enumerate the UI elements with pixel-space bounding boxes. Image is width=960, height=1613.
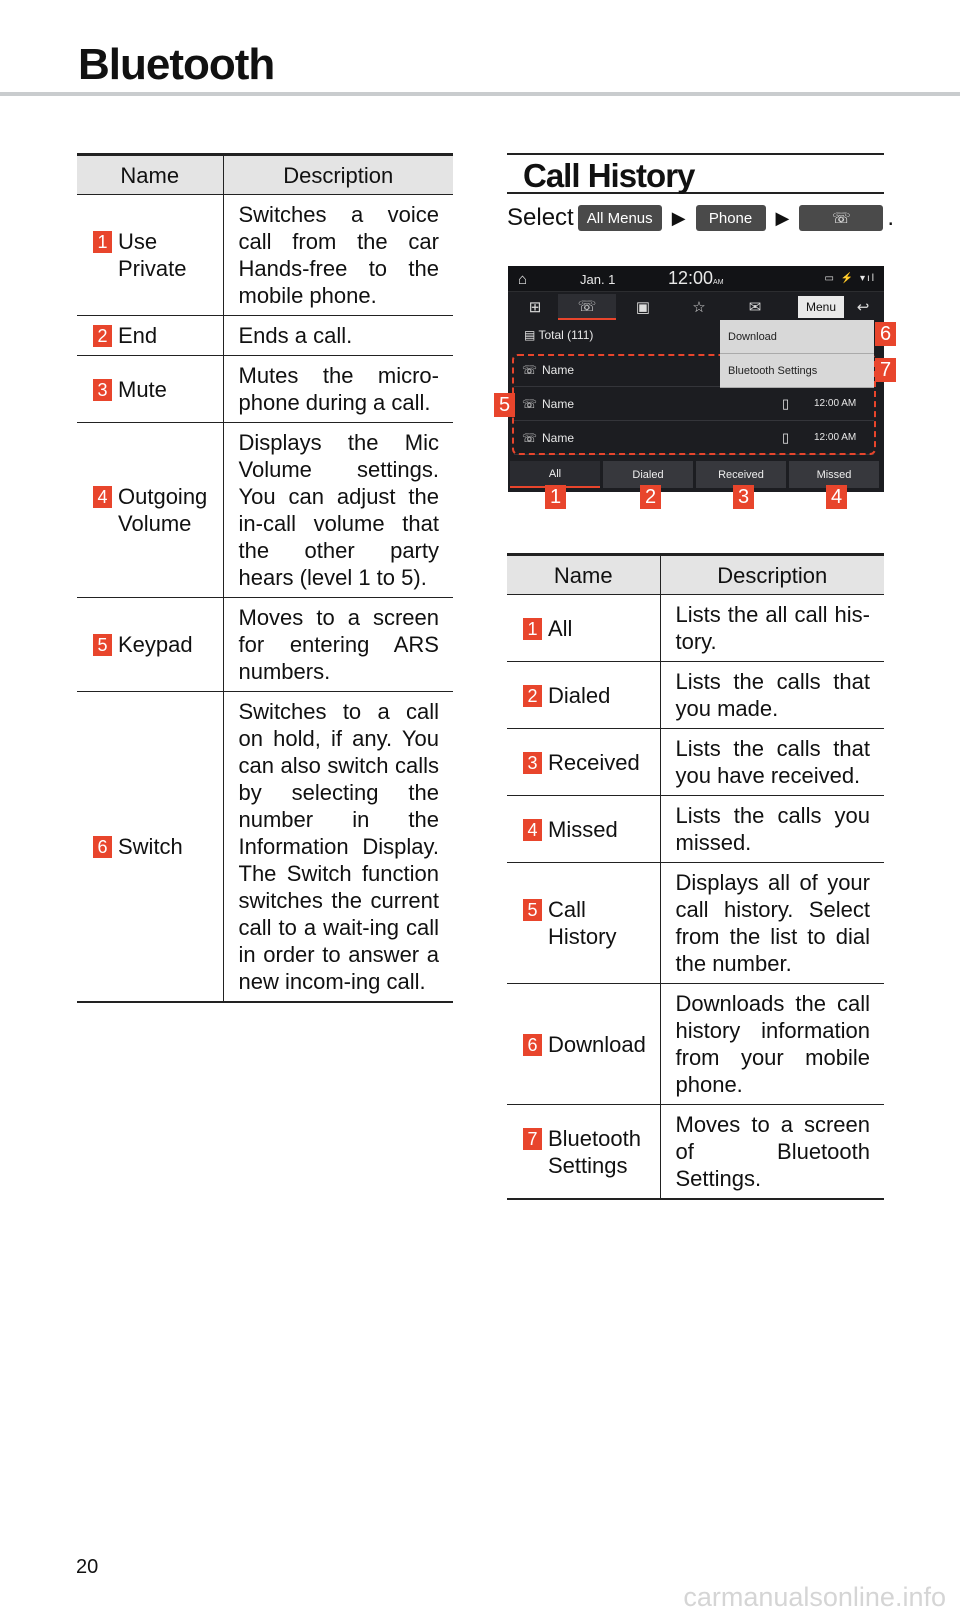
- description-header: Description: [660, 555, 884, 595]
- callout-badge: 2: [640, 485, 661, 509]
- callout-badge: 6: [875, 322, 896, 346]
- row-name: Keypad: [118, 632, 193, 657]
- row-name: Received: [548, 749, 640, 775]
- table-row: [77, 692, 453, 1003]
- phone-icon-bar: [508, 293, 884, 321]
- table-header-row: [507, 555, 884, 595]
- total-label: Total (111): [538, 328, 594, 342]
- path-prefix: Select: [507, 204, 574, 231]
- row-description: Lists the calls you missed.: [660, 796, 884, 863]
- row-name-cell: [507, 863, 660, 984]
- row-name: History: [548, 924, 617, 949]
- row-description: Displays the Mic Volume settings. You can adjust the in-call volume that the other party hears (level 1 to 5).: [223, 423, 453, 598]
- row-name-cell: [507, 662, 660, 729]
- table-row: [507, 1105, 884, 1200]
- mobile-device-icon: ▯: [782, 430, 790, 445]
- head-unit-screen: [508, 266, 884, 492]
- watermark: carmanualsonline.info: [683, 1582, 946, 1612]
- row-name-cell: [507, 1105, 660, 1200]
- all-menus-button[interactable]: All Menus: [578, 205, 662, 231]
- table-row: [507, 796, 884, 863]
- row-name: Dialed: [548, 682, 611, 708]
- home-icon[interactable]: ⌂: [518, 271, 528, 288]
- tab-missed[interactable]: Missed: [789, 461, 879, 488]
- number-badge: 4: [93, 486, 112, 508]
- row-name: Switch: [118, 834, 183, 859]
- name-header: Name: [507, 555, 660, 595]
- row-description: Displays all of your call history. Select from the list to dial the number.: [660, 863, 884, 984]
- number-badge: 7: [523, 1128, 542, 1150]
- favorites-icon[interactable]: ☆: [692, 299, 706, 316]
- row-description: Switches to a call on hold, if any. You can also switch calls by selecting the number in the Information Display. The Switch function switches the current call to a wait-ing call in order to answer a new incom-ing call.: [223, 692, 453, 1003]
- table-row: [507, 662, 884, 729]
- page-number: 20: [76, 1556, 99, 1578]
- callout-badge: 5: [494, 393, 515, 417]
- row-name-cell: [77, 195, 223, 316]
- table-row: [77, 423, 453, 598]
- row-name: Bluetooth: [548, 1125, 641, 1151]
- clock-display: [668, 268, 724, 289]
- menu-path: [507, 203, 894, 233]
- contact-name: Name: [542, 397, 575, 411]
- tab-all[interactable]: All: [510, 461, 600, 488]
- clock-ampm: AM: [713, 279, 724, 286]
- tab-received[interactable]: Received: [696, 461, 786, 488]
- row-description: Switches a voice call from the car Hands-free to the mobile phone.: [223, 195, 453, 316]
- row-name-cell: [507, 796, 660, 863]
- row-description: Moves to a screen of Bluetooth Settings.: [660, 1105, 884, 1200]
- contact-name: Name: [542, 431, 575, 445]
- row-name: Settings: [548, 1152, 628, 1178]
- path-arrow-icon: ▶: [775, 207, 790, 228]
- row-description: Lists the calls that you have received.: [660, 729, 884, 796]
- number-badge: 1: [523, 618, 542, 640]
- number-badge: 5: [93, 634, 112, 656]
- number-badge: 2: [523, 685, 542, 707]
- row-description: Lists the all call his-tory.: [660, 595, 884, 662]
- call-time: 12:00 AM: [814, 432, 857, 443]
- row-name-cell: [77, 598, 223, 692]
- row-name: Download: [548, 1031, 646, 1057]
- contacts-icon[interactable]: ▣: [635, 299, 651, 316]
- row-name-cell: [507, 595, 660, 662]
- clock-time: 12:00: [668, 268, 714, 288]
- row-description: Ends a call.: [223, 316, 453, 356]
- phone-button[interactable]: Phone: [696, 205, 766, 231]
- total-count: [524, 328, 593, 342]
- table-row: [507, 729, 884, 796]
- call-icon: ☏: [522, 363, 538, 377]
- row-name: Outgoing: [118, 484, 208, 509]
- date-display: Jan. 1: [580, 272, 616, 287]
- message-icon[interactable]: ✉: [748, 299, 762, 316]
- table-row: [507, 863, 884, 984]
- status-icons: ▭ ⚡ ▾ıl: [824, 273, 876, 284]
- bluetooth-settings-menu-item[interactable]: Bluetooth Settings: [720, 354, 874, 388]
- section-title: Call History: [523, 157, 695, 194]
- right-description-table: [507, 553, 884, 1200]
- call-history-icon: ☏: [832, 210, 851, 227]
- table-header-row: [77, 155, 453, 195]
- table-row: [77, 316, 453, 356]
- call-icon: ☏: [522, 431, 538, 445]
- row-name: Private: [118, 256, 187, 281]
- table-row: [77, 195, 453, 316]
- left-description-table: [77, 153, 453, 1003]
- path-end: .: [887, 204, 895, 231]
- row-name: Call: [548, 897, 586, 922]
- call-icon: ☏: [522, 397, 538, 411]
- download-menu-item[interactable]: Download: [720, 320, 874, 354]
- callout-badge: 7: [875, 358, 896, 382]
- row-name-cell: [77, 316, 223, 356]
- page-title: Bluetooth: [78, 40, 275, 89]
- row-name-cell: [77, 423, 223, 598]
- row-name: Volume: [118, 511, 192, 536]
- row-description: Downloads the call history information from your mobile phone.: [660, 984, 884, 1105]
- row-name-cell: [507, 729, 660, 796]
- row-name-cell: [77, 356, 223, 423]
- table-row: [507, 595, 884, 662]
- row-name-cell: [507, 984, 660, 1105]
- number-badge: 6: [93, 836, 112, 858]
- callout-badge: 3: [733, 485, 754, 509]
- table-row: [77, 598, 453, 692]
- number-badge: 6: [523, 1034, 542, 1056]
- row-name: Mute: [118, 376, 167, 402]
- row-description: Moves to a screen for entering ARS numbers.: [223, 598, 453, 692]
- callout-badge: 4: [826, 485, 847, 509]
- row-name-cell: [77, 692, 223, 1003]
- row-name: Missed: [548, 816, 618, 842]
- back-icon[interactable]: ↩: [856, 299, 870, 316]
- description-header: Description: [223, 155, 453, 195]
- list-icon: ▤: [524, 328, 539, 342]
- contact-name: Name: [542, 363, 575, 377]
- status-bar: [508, 266, 884, 292]
- menu-button[interactable]: Menu: [798, 296, 844, 318]
- row-name: All: [548, 615, 573, 641]
- keypad-icon[interactable]: ⊞: [528, 299, 542, 316]
- tab-dialed[interactable]: Dialed: [603, 461, 693, 488]
- number-badge: 4: [523, 819, 542, 841]
- number-badge: 2: [93, 325, 112, 347]
- call-time: 12:00 AM: [814, 398, 857, 409]
- title-rule: [0, 92, 960, 96]
- call-history-button[interactable]: [799, 205, 883, 231]
- number-badge: 1: [93, 231, 112, 253]
- call-filter-tabs: [508, 461, 884, 488]
- callout-badge: 1: [545, 485, 566, 509]
- row-name: Use: [118, 229, 158, 254]
- table-row: [77, 356, 453, 423]
- row-description: Mutes the micro-phone during a call.: [223, 356, 453, 423]
- path-arrow-icon: ▶: [671, 207, 686, 228]
- table-row: [507, 984, 884, 1105]
- row-name: End: [118, 323, 158, 348]
- number-badge: 3: [523, 752, 542, 774]
- mobile-device-icon: ▯: [782, 396, 790, 411]
- call-history-icon[interactable]: ☏: [558, 294, 616, 320]
- row-description: Lists the calls that you made.: [660, 662, 884, 729]
- number-badge: 3: [93, 379, 112, 401]
- name-header: Name: [77, 155, 223, 195]
- menu-dropdown: [720, 320, 874, 388]
- number-badge: 5: [523, 899, 542, 921]
- section-title-bar: [507, 153, 884, 194]
